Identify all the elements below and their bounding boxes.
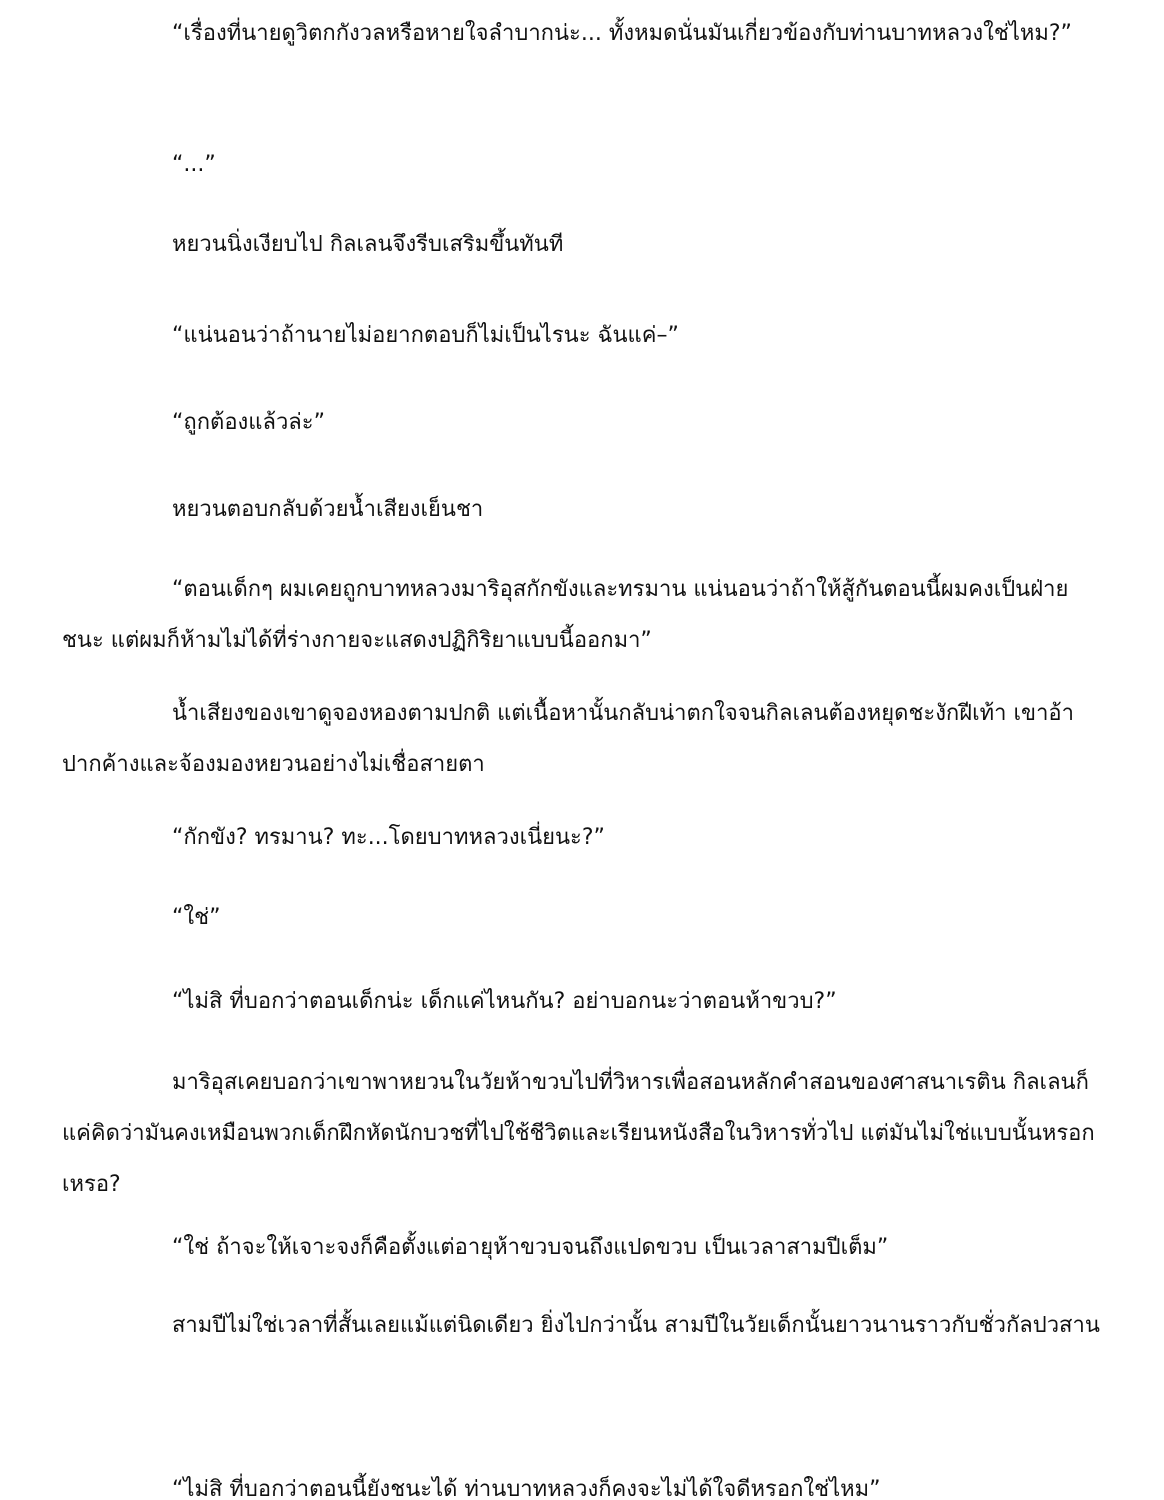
paragraph-10: “ใช่” (172, 905, 221, 930)
paragraph-13: “ใช่ ถ้าจะให้เจาะจงก็คือตั้งแต่อายุห้าขวบจนถึงแปดขวบ เป็นเวลาสามปีเต็ม” (172, 1235, 889, 1260)
paragraph-2: “...” (172, 152, 216, 177)
paragraph-1: “เรื่องที่นายดูวิตกกังวลหรือหายใจลำบากน่ะ... ทั้งหมดนั่นมันเกี่ยวข้องกับท่านบาทหลวงใช่ไหม?” (172, 21, 1072, 46)
paragraph-6: หยวนตอบกลับด้วยน้ำเสียงเย็นชา (172, 497, 484, 522)
paragraph-9: “กักขัง? ทรมาน? ทะ...โดยบาทหลวงเนี่ยนะ?” (172, 825, 605, 850)
paragraph-14: สามปีไม่ใช่เวลาที่สั้นเลยแม้แต่นิดเดียว ยิ่งไปกว่านั้น สามปีในวัยเด็กนั้นยาวนานราวกับชั่วกัลปวสาน (172, 1313, 1100, 1338)
paragraph-8: น้ำเสียงของเขาดูจองหองตามปกติ แต่เนื้อหานั้นกลับน่าตกใจจนกิลเลนต้องหยุดชะงักฝีเท้า เขาอ้าปากค้างและจ้องมองหยวนอย่างไม่เชื่อสายตา (62, 701, 1074, 777)
paragraph-5: “ถูกต้องแล้วล่ะ” (172, 410, 325, 435)
paragraph-15-cut-off: “ไม่สิ ที่บอกว่าตอนนี้ยังชนะได้ ท่านบาทหลวงก็คงจะไม่ได้ใจดีหรอกใช่ไหม” (172, 1477, 881, 1500)
paragraph-12: มาริอุสเคยบอกว่าเขาพาหยวนในวัยห้าขวบไปที่วิหารเพื่อสอนหลักคำสอนของศาสนาเรติน กิลเลนก็แค่คิดว่ามันคงเหมือนพวกเด็กฝึกหัดนักบวชที่ไปใช้ชีวิตและเรียนหนังสือในวิหารทั่วไป แต่มันไม่ใช่แบบนั้นหรอกเหรอ? (62, 1070, 1095, 1197)
paragraph-7: “ตอนเด็กๆ ผมเคยถูกบาทหลวงมาริอุสกักขังและทรมาน แน่นอนว่าถ้าให้สู้กันตอนนี้ผมคงเป็นฝ่ายชนะ แต่ผมก็ห้ามไม่ได้ที่ร่างกายจะแสดงปฏิกิริยาแบบนี้ออกมา” (62, 577, 1069, 653)
paragraph-3: หยวนนิ่งเงียบไป กิลเลนจึงรีบเสริมขึ้นทันที (172, 232, 564, 257)
paragraph-4: “แน่นอนว่าถ้านายไม่อยากตอบก็ไม่เป็นไรนะ ฉันแค่–” (172, 323, 679, 348)
paragraph-11: “ไม่สิ ที่บอกว่าตอนเด็กน่ะ เด็กแค่ไหนกัน? อย่าบอกนะว่าตอนห้าขวบ?” (172, 989, 837, 1014)
